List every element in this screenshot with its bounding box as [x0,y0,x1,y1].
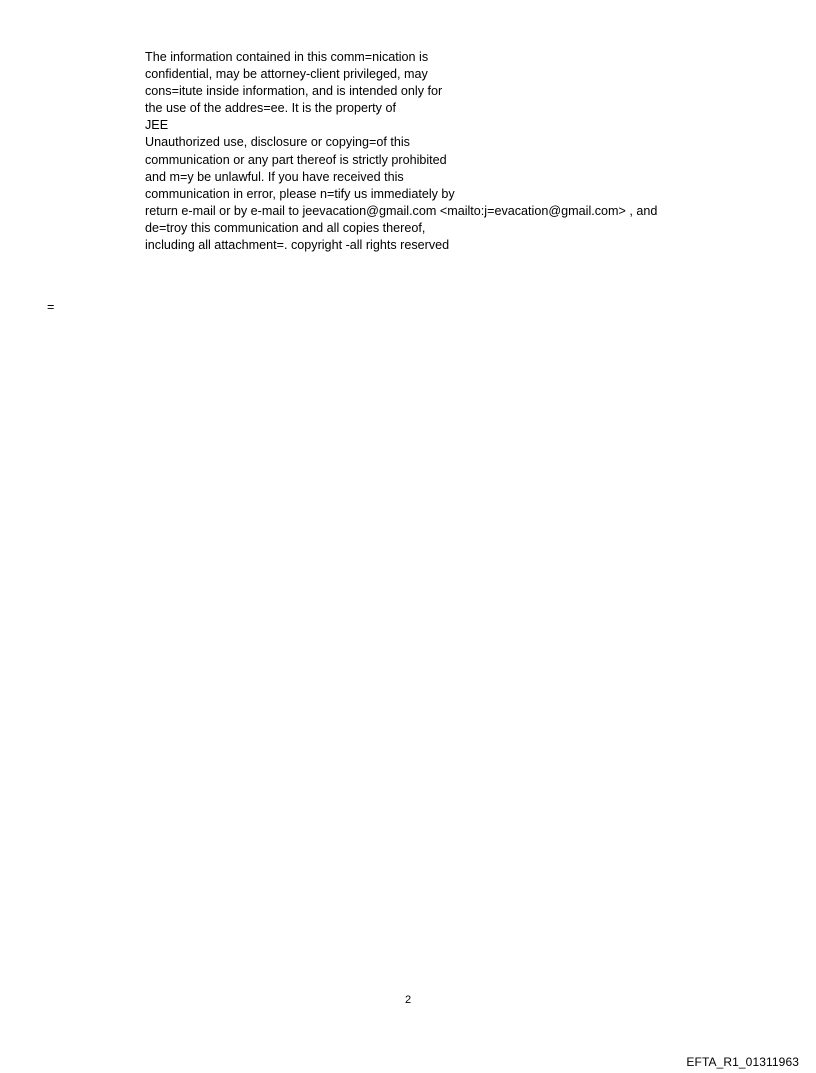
disclaimer-line: and m=y be unlawful. If you have received this [145,169,404,184]
page-number: 2 [404,994,412,1006]
disclaimer-line: de=troy this communication and all copies thereof, [145,220,426,235]
disclaimer-line: cons=itute inside information, and is intended only for [145,84,443,99]
disclaimer-line: The information contained in this comm=nication is [145,50,429,64]
disclaimer-line: communication or any part thereof is strictly prohibited [145,152,447,167]
disclaimer-line: JEE [145,118,169,133]
disclaimer-line: Unauthorized use, disclosure or copying=of this [145,135,410,150]
disclaimer-line: return e-mail or by e-mail to jeevacation@gmail.com <mailto:j=evacation@gmail.com> , and [145,203,658,218]
disclaimer-line: confidential, may be attorney-client privileged, may [145,67,428,82]
confidentiality-disclaimer [145,49,785,254]
disclaimer-line: including all attachment=. copyright -all rights reserved [145,238,450,253]
disclaimer-line: the use of the addres=ee. It is the property of [145,101,396,116]
bates-number: EFTA_R1_01311963 [686,1055,799,1069]
disclaimer-line: communication in error, please n=tify us immediately by [145,186,455,201]
stray-equals-mark: = [47,300,55,314]
